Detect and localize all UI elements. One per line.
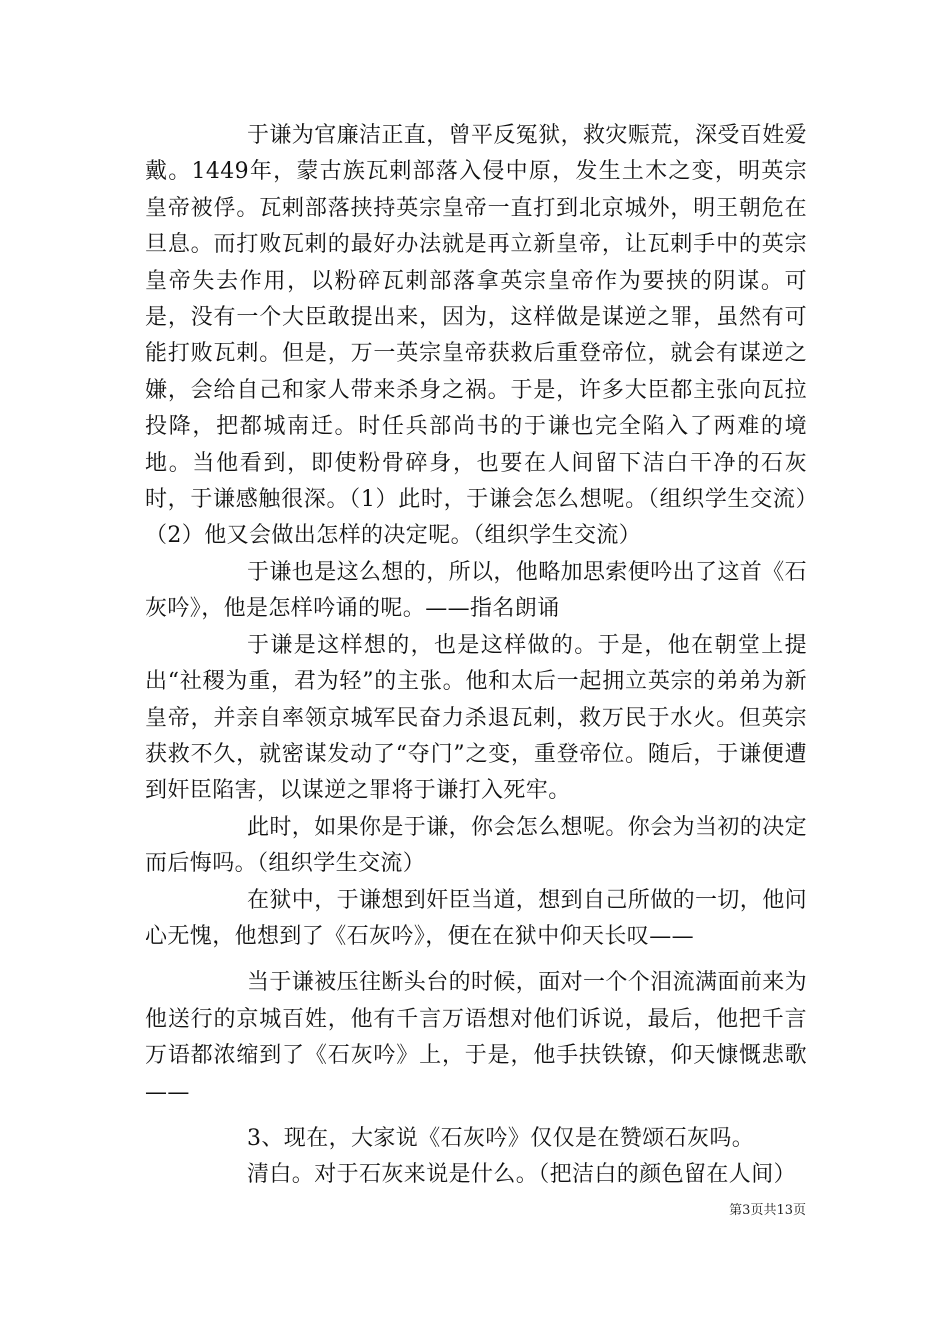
paragraph-question-3: 3、现在，大家说《石灰吟》仅仅是在赞颂石灰吗。 <box>247 1125 755 1151</box>
document-body <box>145 118 807 1194</box>
paragraph-purity: 清白。对于石灰来说是什么。（把洁白的颜色留在人间） <box>247 1162 797 1188</box>
paragraph-in-prison: 在狱中，于谦想到奸臣当道，想到自己所做的一切，他问心无愧，他想到了《石灰吟》，便在在狱中仰天长叹—— <box>145 887 808 949</box>
paragraph-poem-recital: 于谦也是这么想的，所以，他略加思索便吟出了这首《石灰吟》，他是怎样吟诵的呢。——指名朗诵 <box>145 559 808 622</box>
paragraph-yu-qian-background: 于谦为官廉洁正直，曾平反冤狱，救灾赈荒，深受百姓爱戴。1449年，蒙古族瓦剌部落入侵中原，发生土木之变，明英宗皇帝被俘。瓦剌部落挟持英宗皇帝一直打到北京城外，明王朝危在旦息。而打败瓦剌的最好办法就是再立新皇帝，让瓦剌手中的英宗皇帝失去作用，以粉碎瓦剌部落拿英宗皇帝作为要挟的阴谋。可是，没有一个大臣敢提出来，因为，这样做是谋逆之罪，虽然有可能打败瓦剌。但是，万一英宗皇帝获救后重登帝位，就会有谋逆之嫌，会给自己和家人带来杀身之祸。于是，许多大臣都主张向瓦拉投降，把都城南迁。时任兵部尚书的于谦也完全陷入了两难的境地。当他看到，即使粉骨碎身，也要在人间留下洁白干净的石灰时，于谦感触很深。（1）此时，于谦会怎么想呢。（组织学生交流）（2）他又会做出怎样的决定呢。（组织学生交流） <box>145 123 808 549</box>
paragraph-execution: 当于谦被压往断头台的时候，面对一个个泪流满面前来为他送行的京城百姓，他有千言万语想对他们诉说，最后，他把千言万语都浓缩到了《石灰吟》上，于是，他手扶铁镣，仰天慷慨悲歌—— <box>145 970 808 1105</box>
paragraph-court-actions: 于谦是这样想的，也是这样做的。于是，他在朝堂上提出“社稷为重，君为轻”的主张。他和太后一起拥立英宗的弟弟为新皇帝，并亲自率领京城军民奋力杀退瓦剌，救万民于水火。但英宗获救不久，就密谋发动了“夺门”之变，重登帝位。随后，于谦便遭到奸臣陷害，以谋逆之罪将于谦打入死牢。 <box>145 632 807 804</box>
paragraph-reflection-question: 此时，如果你是于谦，你会怎么想呢。你会为当初的决定而后悔吗。（组织学生交流） <box>145 814 808 877</box>
page-number: 第3页共13页 <box>729 1203 806 1218</box>
